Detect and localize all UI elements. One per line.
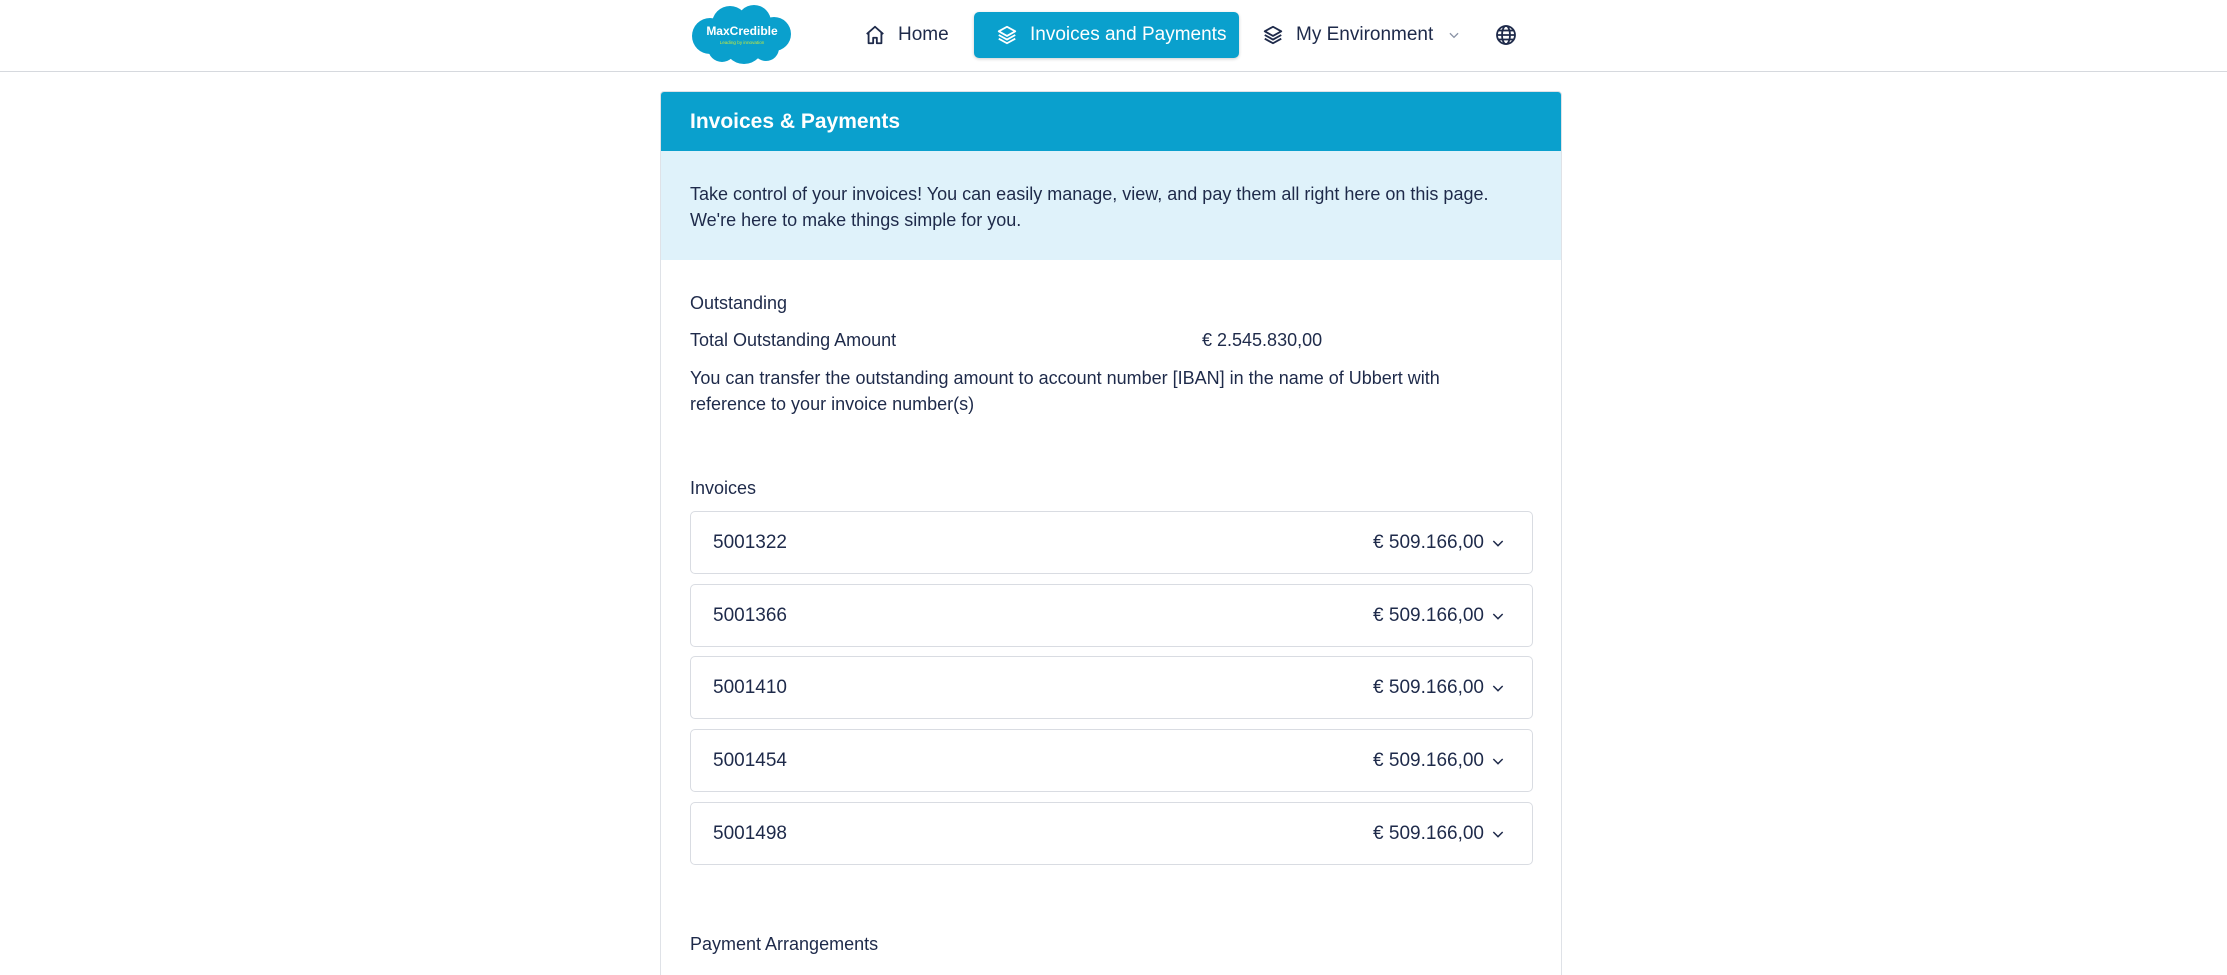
invoices-payments-card	[660, 91, 1562, 975]
chevron-down-icon	[1490, 826, 1506, 842]
globe-icon	[1494, 23, 1518, 47]
nav-invoices-label: Invoices and Payments	[1030, 24, 1227, 45]
invoice-number: 5001498	[713, 822, 787, 844]
total-outstanding-value: € 2.545.830,00	[1202, 330, 1323, 350]
nav-my-environment[interactable]	[1262, 12, 1461, 58]
layers-icon	[1262, 24, 1284, 46]
logo-tagline: Leading by innovation	[719, 40, 765, 45]
transfer-note-line-2: reference to your invoice number(s)	[690, 394, 975, 414]
chevron-down-icon	[1490, 535, 1506, 551]
invoice-row[interactable]	[690, 729, 1533, 792]
language-selector[interactable]	[1494, 12, 1518, 58]
transfer-note-line-1: You can transfer the outstanding amount to account number [IBAN] in the name of Ubbert with	[690, 368, 1440, 388]
invoice-amount: € 509.166,00	[1373, 531, 1484, 553]
logo-wordmark: MaxCredible	[706, 24, 778, 38]
invoice-amount: € 509.166,00	[1373, 749, 1484, 771]
payment-arrangements-heading: Payment Arrangements	[690, 934, 879, 954]
invoice-row[interactable]	[690, 802, 1533, 865]
chevron-down-icon	[1490, 680, 1506, 696]
invoice-number: 5001454	[713, 749, 787, 771]
invoice-amount: € 509.166,00	[1373, 822, 1484, 844]
nav-home-label: Home	[898, 24, 949, 45]
invoice-number: 5001366	[713, 604, 787, 626]
invoice-amount: € 509.166,00	[1373, 604, 1484, 626]
invoice-amount: € 509.166,00	[1373, 676, 1484, 698]
invoices-heading: Invoices	[690, 478, 757, 498]
chevron-down-icon	[1490, 608, 1506, 624]
intro-text-line-1: Take control of your invoices! You can easily manage, view, and pay them all right here on this page.	[690, 184, 1489, 204]
maxcredible-logo[interactable]	[688, 4, 796, 66]
chevron-down-icon	[1447, 28, 1461, 42]
nav-my-environment-label: My Environment	[1296, 24, 1434, 45]
intro-text-line-2: We're here to make things simple for you.	[690, 210, 1022, 230]
invoice-row[interactable]	[690, 656, 1533, 719]
home-icon	[864, 24, 886, 46]
card-title: Invoices & Payments	[661, 92, 1561, 151]
invoice-number: 5001410	[713, 676, 787, 698]
outstanding-heading: Outstanding	[690, 293, 788, 313]
transfer-note	[690, 365, 1520, 417]
total-outstanding-label: Total Outstanding Amount	[690, 330, 897, 350]
nav-home[interactable]	[864, 12, 949, 58]
invoice-row[interactable]	[690, 511, 1533, 574]
top-navigation-bar	[0, 0, 2227, 72]
invoice-number: 5001322	[713, 531, 787, 553]
intro-panel	[661, 151, 1561, 260]
nav-invoices-and-payments[interactable]	[974, 12, 1239, 58]
invoice-row[interactable]	[690, 584, 1533, 647]
chevron-down-icon	[1490, 753, 1506, 769]
layers-icon	[996, 24, 1018, 46]
